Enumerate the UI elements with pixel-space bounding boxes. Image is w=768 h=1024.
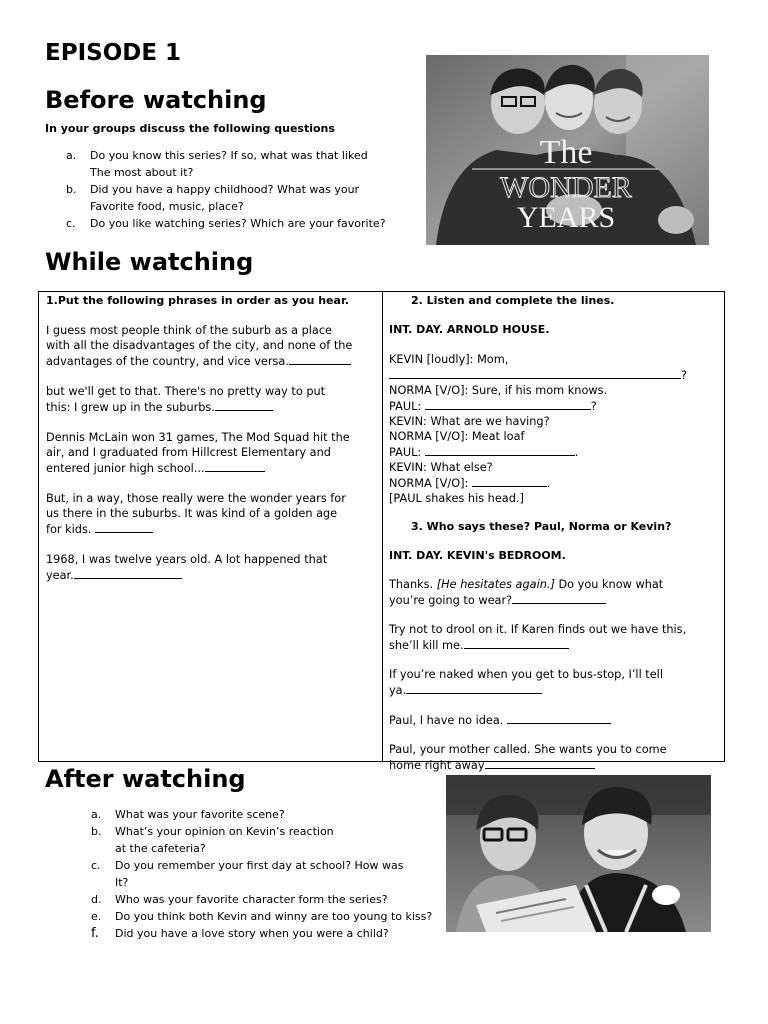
task1-item: 1968, I was twelve years old. A lot happened that year.	[46, 553, 328, 582]
answer-blank[interactable]	[425, 398, 591, 410]
answer-blank[interactable]	[472, 475, 547, 487]
list-item: a. Do you know this series? If so, what was that liked The most about it?	[66, 149, 368, 179]
task3-scene: INT. DAY. KEVIN's BEDROOM.	[389, 549, 566, 562]
task1-column	[46, 292, 378, 583]
before-intro: In your groups discuss the following questions	[45, 122, 335, 135]
task3-quote: Try not to drool on it. If Karen finds out we have this, she’ll kill me.	[389, 623, 687, 652]
task3-quote: Paul, your mother called. She wants you to come home right away	[389, 743, 667, 772]
task1-item: Dennis McLain won 31 games, The Mod Squad hit the air, and I graduated from Hillcrest Elementary and entered junior high school...	[46, 431, 350, 475]
answer-blank[interactable]	[215, 399, 273, 411]
while-watching-heading: While watching	[45, 248, 254, 276]
after-questions	[70, 806, 450, 942]
list-item: b. What’s your opinion on Kevin’s reaction at the cafeteria?	[91, 825, 334, 855]
after-watching-heading: After watching	[45, 765, 246, 793]
poster-title-the: The	[539, 134, 593, 171]
task3-quote: If you’re naked when you get to bus-stop, I’ll tell ya.	[389, 668, 663, 697]
answer-blank[interactable]	[205, 460, 265, 472]
task2-scene: INT. DAY. ARNOLD HOUSE.	[389, 323, 550, 336]
task3-quote: Thanks. [He hesitates again.] Do you know what you’re going to wear?	[389, 578, 664, 607]
answer-blank[interactable]	[485, 757, 595, 769]
column-divider	[382, 292, 383, 761]
poster-title-years: YEARS	[516, 201, 616, 234]
list-item: c. Do you remember your first day at school? How was It?	[91, 859, 404, 889]
answer-blank[interactable]	[507, 712, 611, 724]
wonder-years-poster	[426, 55, 709, 245]
episode-title: EPISODE 1	[45, 40, 182, 66]
answer-blank[interactable]	[289, 353, 351, 365]
answer-blank[interactable]	[464, 637, 569, 649]
task1-item: I guess most people think of the suburb as a place with all the disadvantages of the city, and none of the advantages of the country, and vice versa.	[46, 324, 353, 368]
list-item: c. Do you like watching series? Which are your favorite?	[66, 217, 386, 230]
kevin-paul-photo	[446, 775, 711, 932]
answer-blank[interactable]	[425, 444, 575, 456]
before-questions	[45, 147, 425, 232]
answer-blank[interactable]	[95, 521, 153, 533]
task3-title: 3. Who says these? Paul, Norma or Kevin?	[411, 520, 672, 533]
boys-reading-photo	[446, 775, 711, 932]
task1-item: but we'll get to that. There's no pretty way to put this: I grew up in the suburbs.	[46, 385, 326, 414]
task2-title: 2. Listen and complete the lines.	[411, 294, 615, 307]
answer-blank[interactable]	[389, 367, 681, 379]
task2-dialogue: KEVIN [loudly]: Mom, ? NORMA [V/O]: Sure, if his mom knows. PAUL: ? KEVIN: What are we having? NORMA [V/O]: Meat loaf PAUL: . KEVIN: What else? NORMA [V/O]: . [PAUL shakes his head.]	[389, 353, 687, 505]
list-item: a. What was your favorite scene?	[91, 808, 285, 821]
task1-item: But, in a way, those really were the wonder years for us there in the suburbs. It was kind of a golden age for kids.	[46, 492, 346, 536]
task2-3-column	[389, 292, 723, 773]
list-item: f. Did you have a love story when you were a child?	[91, 926, 389, 941]
while-watching-table	[38, 291, 725, 772]
before-watching-heading: Before watching	[45, 86, 267, 114]
task3-quote: Paul, I have no idea.	[389, 712, 723, 728]
list-item: e. Do you think both Kevin and winny are too young to kiss?	[91, 910, 433, 923]
answer-blank[interactable]	[512, 592, 606, 604]
list-item: d. Who was your favorite character form the series?	[91, 893, 388, 906]
task1-title: 1.Put the following phrases in order as you hear.	[46, 294, 349, 307]
answer-blank[interactable]	[74, 567, 182, 579]
answer-blank[interactable]	[406, 682, 542, 694]
list-item: b. Did you have a happy childhood? What was your Favorite food, music, place?	[66, 183, 360, 213]
poster-title-wonder: WONDER	[500, 171, 632, 204]
wonder-years-photo	[426, 55, 709, 245]
